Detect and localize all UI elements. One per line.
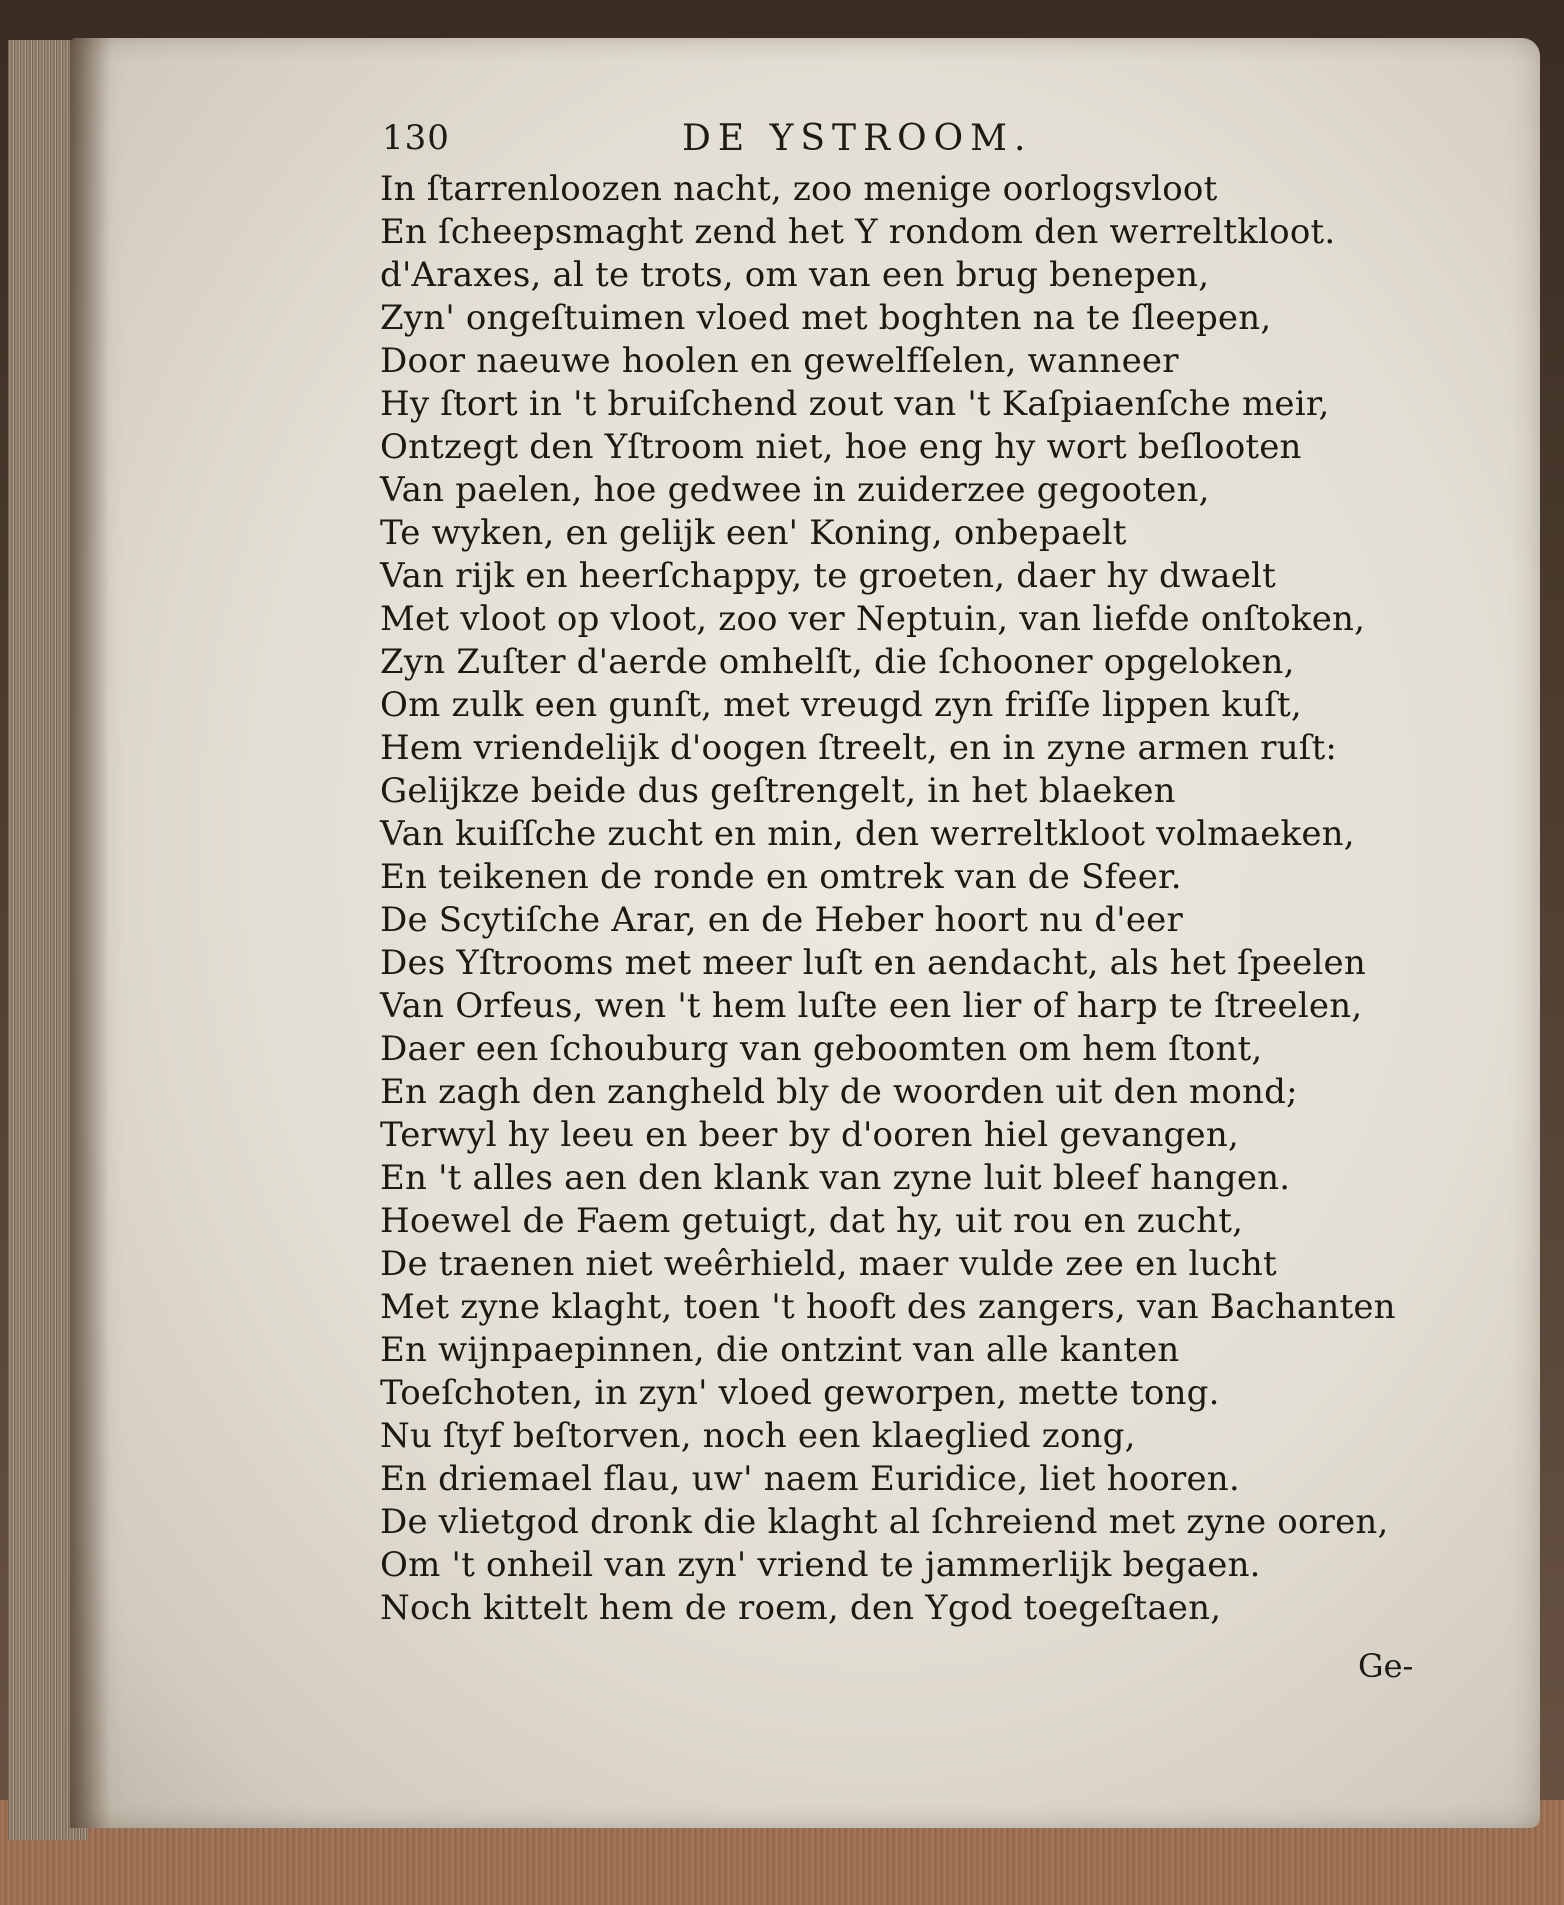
poem-line: Hoewel de Faem getuigt, dat hy, uit rou en zucht, xyxy=(380,1201,1244,1241)
page-header xyxy=(382,118,1182,168)
poem-line: Nu ſtyf beſtorven, noch een klaeglied zong, xyxy=(380,1416,1136,1456)
poem-line: Van rijk en heerſchappy, te groeten, daer hy dwaelt xyxy=(380,556,1276,596)
page-number: 130 xyxy=(382,118,450,158)
poem-line: Terwyl hy leeu en beer by d'ooren hiel gevangen, xyxy=(380,1115,1239,1155)
poem-line: Zyn Zuſter d'aerde omhelſt, die ſchooner opgeloken, xyxy=(380,642,1295,682)
poem-line: Hy ſtort in 't bruiſchend zout van 't Kaſpiaenſche meir, xyxy=(380,384,1330,424)
poem-line: d'Araxes, al te trots, om van een brug benepen, xyxy=(380,255,1210,295)
gutter-shadow xyxy=(70,38,110,1828)
poem-line: Te wyken, en gelijk een' Koning, onbepaelt xyxy=(380,513,1127,553)
poem-line: Des Yſtrooms met meer luſt en aendacht, als het ſpeelen xyxy=(380,943,1366,983)
poem-line: En teikenen de ronde en omtrek van de Sfeer. xyxy=(380,857,1182,897)
poem-line: De Scytiſche Arar, en de Heber hoort nu d'eer xyxy=(380,900,1183,940)
poem-line: En ſcheepsmaght zend het Y rondom den werreltkloot. xyxy=(380,212,1336,252)
poem-line: Om zulk een gunſt, met vreugd zyn friſſe lippen kuſt, xyxy=(380,685,1302,725)
poem-line: Met vloot op vloot, zoo ver Neptuin, van liefde onſtoken, xyxy=(380,599,1366,639)
poem-text xyxy=(380,168,1440,1630)
poem-line: Van Orfeus, wen 't hem luſte een lier of harp te ſtreelen, xyxy=(380,986,1363,1026)
poem-line: En zagh den zangheld bly de woorden uit den mond; xyxy=(380,1072,1298,1112)
poem-line: Gelijkze beide dus geſtrengelt, in het blaeken xyxy=(380,771,1176,811)
poem-line: De vlietgod dronk die klaght al ſchreiend met zyne ooren, xyxy=(380,1502,1389,1542)
poem-line: In ſtarrenloozen nacht, zoo menige oorlogsvloot xyxy=(380,169,1218,209)
running-title: DE YSTROOM. xyxy=(682,118,1033,159)
poem-line: Hem vriendelijk d'oogen ſtreelt, en in zyne armen ruſt: xyxy=(380,728,1338,768)
poem-line: Noch kittelt hem de roem, den Ygod toegeſtaen, xyxy=(380,1588,1222,1628)
poem-line: Om 't onheil van zyn' vriend te jammerlijk begaen. xyxy=(380,1545,1261,1585)
poem-line: En wijnpaepinnen, die ontzint van alle kanten xyxy=(380,1330,1180,1370)
catchword: Ge- xyxy=(1358,1647,1414,1685)
poem-line: Daer een ſchouburg van geboomten om hem ſtont, xyxy=(380,1029,1263,1069)
poem-line: Van paelen, hoe gedwee in zuiderzee gegooten, xyxy=(380,470,1210,510)
poem-line: En driemael flau, uw' naem Euridice, liet hooren. xyxy=(380,1459,1240,1499)
poem-line: Ontzegt den Yſtroom niet, hoe eng hy wort beſlooten xyxy=(380,427,1302,467)
poem-line: Toeſchoten, in zyn' vloed geworpen, mette tong. xyxy=(380,1373,1220,1413)
poem-line: De traenen niet weêrhield, maer vulde zee en lucht xyxy=(380,1244,1277,1284)
poem-line: Door naeuwe hoolen en gewelfſelen, wanneer xyxy=(380,341,1179,381)
poem-line: Met zyne klaght, toen 't hooft des zangers, van Bachanten xyxy=(380,1287,1396,1327)
poem-line: Zyn' ongeſtuimen vloed met boghten na te ſleepen, xyxy=(380,298,1272,338)
poem-line: Van kuiſſche zucht en min, den werreltkloot volmaeken, xyxy=(380,814,1355,854)
poem-line: En 't alles aen den klank van zyne luit bleef hangen. xyxy=(380,1158,1291,1198)
